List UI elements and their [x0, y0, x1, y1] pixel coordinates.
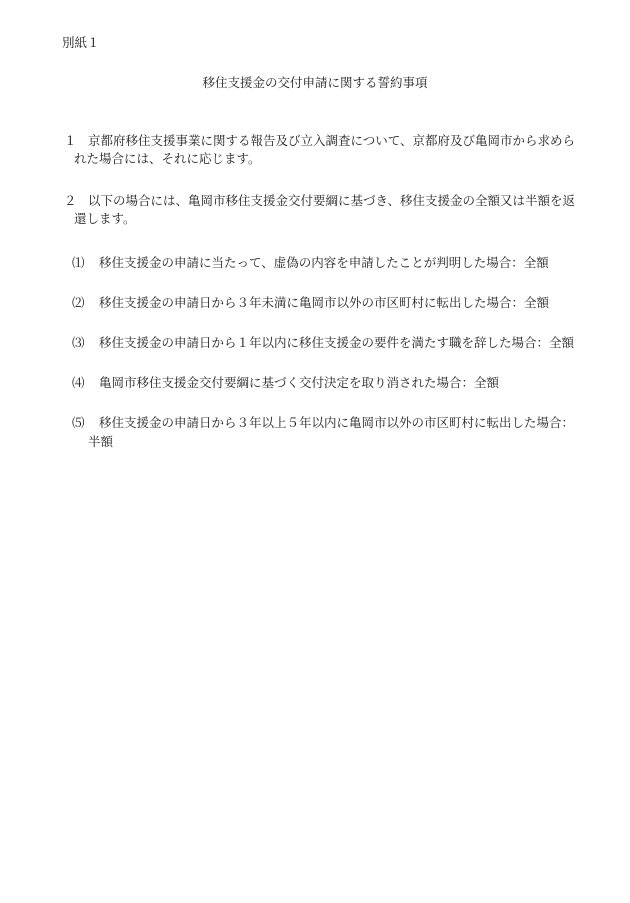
subitem-number: ⑷ [72, 375, 85, 390]
subitem-text: 亀岡市移住支援金交付要綱に基づく交付決定を取り消された場合：全額 [99, 375, 500, 390]
item-text-continuation: 還します。 [74, 211, 136, 226]
subitem-text: 移住支援金の申請に当たって、虚偽の内容を申請したことが判明した場合：全額 [99, 255, 549, 270]
subitem-number: ⑴ [72, 255, 85, 270]
refund-condition-5 [72, 414, 575, 454]
item-text-line: 以下の場合には、亀岡市移住支援金交付要綱に基づき、移住支援金の全額又は半額を返 [88, 193, 576, 208]
item-number: １ [64, 133, 77, 148]
pledge-item-2 [64, 192, 574, 228]
subitem-number: ⑸ [72, 415, 85, 430]
pledge-item-1 [64, 132, 574, 168]
subitem-text: 移住支援金の申請日から３年未満に亀岡市以外の市区町村に転出した場合：全額 [99, 295, 550, 310]
subitem-number: ⑵ [72, 295, 85, 310]
document-title: 移住支援金の交付申請に関する誓約事項 [202, 75, 428, 90]
item-number: ２ [64, 193, 77, 208]
subitem-text: 移住支援金の申請日から３年以上５年以内に亀岡市以外の市区町村に転出した場合： [99, 415, 575, 430]
subitem-number: ⑶ [72, 335, 85, 350]
item-text-continuation: れた場合には、それに応じます。 [74, 151, 261, 166]
item-text-line: 京都府移住支援事業に関する報告及び立入調査について、京都府及び亀岡市から求めら [88, 133, 576, 148]
subitem-text: 移住支援金の申請日から１年以内に移住支援金の要件を満たす職を辞した場合：全額 [99, 335, 575, 350]
attachment-label: 別紙１ [62, 35, 100, 50]
subitem-text-continuation: 半額 [88, 434, 114, 449]
